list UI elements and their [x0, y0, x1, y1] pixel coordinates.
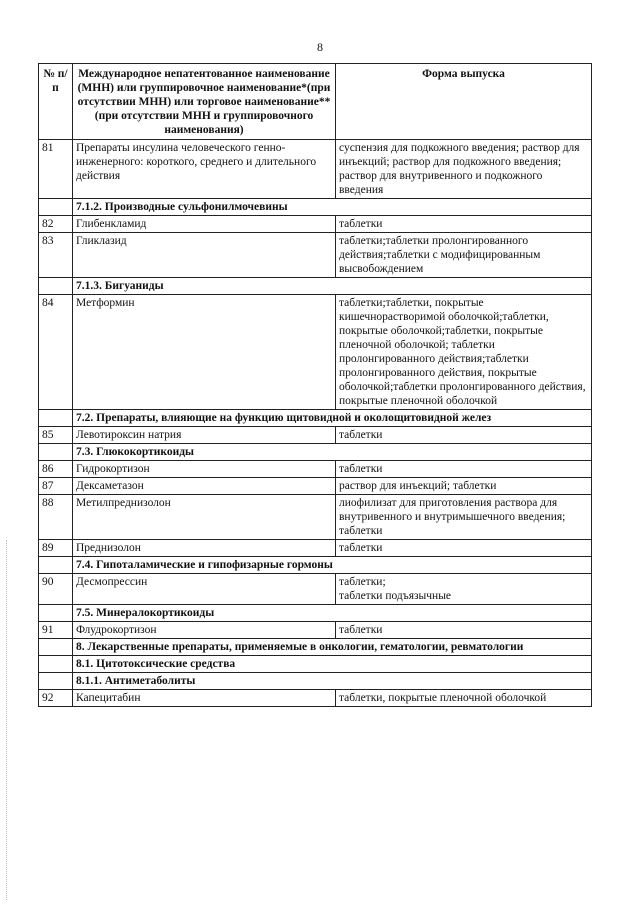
cell-name: Гликлазид [73, 233, 336, 278]
section-num-cell [39, 278, 73, 295]
table-row [39, 461, 592, 478]
section-title: 7.4. Гипоталамические и гипофизарные гормоны [73, 557, 592, 574]
section-title: 8.1.1. Антиметаболиты [73, 673, 592, 690]
cell-name: Левотироксин натрия [73, 427, 336, 444]
table-row [39, 495, 592, 540]
section-title: 8. Лекарственные препараты, применяемые в онкологии, гематологии, ревматологии [73, 639, 592, 656]
cell-form: таблетки;таблетки пролонгированного действия;таблетки с модифицированным высвобождением [336, 233, 592, 278]
header-name: Международное непатентованное наименование (МНН) или группировочное наименование*(при отсутствии МНН) или торговое наименование** (при отсутствии МНН и группировочного наименования) [73, 64, 336, 140]
cell-name: Дексаметазон [73, 478, 336, 495]
table-body [39, 140, 592, 707]
table-row [39, 295, 592, 410]
cell-form: таблетки;таблетки, покрытые кишечнорастворимой оболочкой;таблетки, покрытые оболочкой;таблетки, покрытые пленочной оболочкой; таблетки пролонгированного действия;таблетки пролонгированного действия, покрытые оболочкой;таблетки пролонгированного действия, покрытые пленочной оболочкой [336, 295, 592, 410]
cell-num: 87 [39, 478, 73, 495]
section-title: 8.1. Цитотоксические средства [73, 656, 592, 673]
cell-name: Глибенкламид [73, 216, 336, 233]
cell-form: суспензия для подкожного введения; раствор для инъекций; раствор для подкожного введения; раствор для внутривенного и подкожного введения [336, 140, 592, 199]
cell-name: Препараты инсулина человеческого генно-инженерного: короткого, среднего и длительного действия [73, 140, 336, 199]
section-row [39, 656, 592, 673]
section-row [39, 639, 592, 656]
drug-list-table [38, 63, 592, 707]
section-title: 7.5. Минералокортикоиды [73, 605, 592, 622]
table-row [39, 216, 592, 233]
section-num-cell [39, 410, 73, 427]
cell-name: Десмопрессин [73, 574, 336, 605]
cell-form: таблетки [336, 622, 592, 639]
section-title: 7.1.2. Производные сульфонилмочевины [73, 199, 592, 216]
table-row [39, 140, 592, 199]
section-row [39, 199, 592, 216]
table-row [39, 690, 592, 707]
cell-form: лиофилизат для приготовления раствора для внутривенного и внутримышечного введения; таблетки [336, 495, 592, 540]
table-row [39, 233, 592, 278]
cell-num: 88 [39, 495, 73, 540]
cell-num: 89 [39, 540, 73, 557]
section-row [39, 557, 592, 574]
cell-name: Преднизолон [73, 540, 336, 557]
section-num-cell [39, 639, 73, 656]
cell-num: 83 [39, 233, 73, 278]
cell-num: 84 [39, 295, 73, 410]
cell-form: таблетки [336, 427, 592, 444]
cell-form: таблетки; таблетки подъязычные [336, 574, 592, 605]
table-row [39, 540, 592, 557]
section-num-cell [39, 605, 73, 622]
section-title: 7.2. Препараты, влияющие на функцию щитовидной и околощитовидной желез [73, 410, 592, 427]
table-row [39, 427, 592, 444]
table-row [39, 622, 592, 639]
table-header-row [39, 64, 592, 140]
header-num: № п/п [39, 64, 73, 140]
section-num-cell [39, 444, 73, 461]
section-title: 7.1.3. Бигуаниды [73, 278, 592, 295]
section-row [39, 278, 592, 295]
cell-num: 90 [39, 574, 73, 605]
cell-num: 91 [39, 622, 73, 639]
section-row [39, 673, 592, 690]
table-row [39, 478, 592, 495]
section-row [39, 605, 592, 622]
section-num-cell [39, 656, 73, 673]
cell-name: Гидрокортизон [73, 461, 336, 478]
table-row [39, 574, 592, 605]
cell-name: Капецитабин [73, 690, 336, 707]
cell-num: 85 [39, 427, 73, 444]
cell-form: таблетки [336, 461, 592, 478]
section-num-cell [39, 557, 73, 574]
cell-form: раствор для инъекций; таблетки [336, 478, 592, 495]
cell-form: таблетки [336, 540, 592, 557]
cell-name: Метформин [73, 295, 336, 410]
cell-name: Метилпреднизолон [73, 495, 336, 540]
cell-num: 82 [39, 216, 73, 233]
section-title: 7.3. Глюкокортикоиды [73, 444, 592, 461]
section-row [39, 444, 592, 461]
page-number: 8 [317, 40, 323, 54]
cell-num: 86 [39, 461, 73, 478]
cell-form: таблетки, покрытые пленочной оболочкой [336, 690, 592, 707]
cell-num: 92 [39, 690, 73, 707]
section-num-cell [39, 199, 73, 216]
section-num-cell [39, 673, 73, 690]
margin-divider [6, 540, 8, 900]
cell-form: таблетки [336, 216, 592, 233]
cell-num: 81 [39, 140, 73, 199]
header-form: Форма выпуска [336, 64, 592, 140]
cell-name: Флудрокортизон [73, 622, 336, 639]
section-row [39, 410, 592, 427]
